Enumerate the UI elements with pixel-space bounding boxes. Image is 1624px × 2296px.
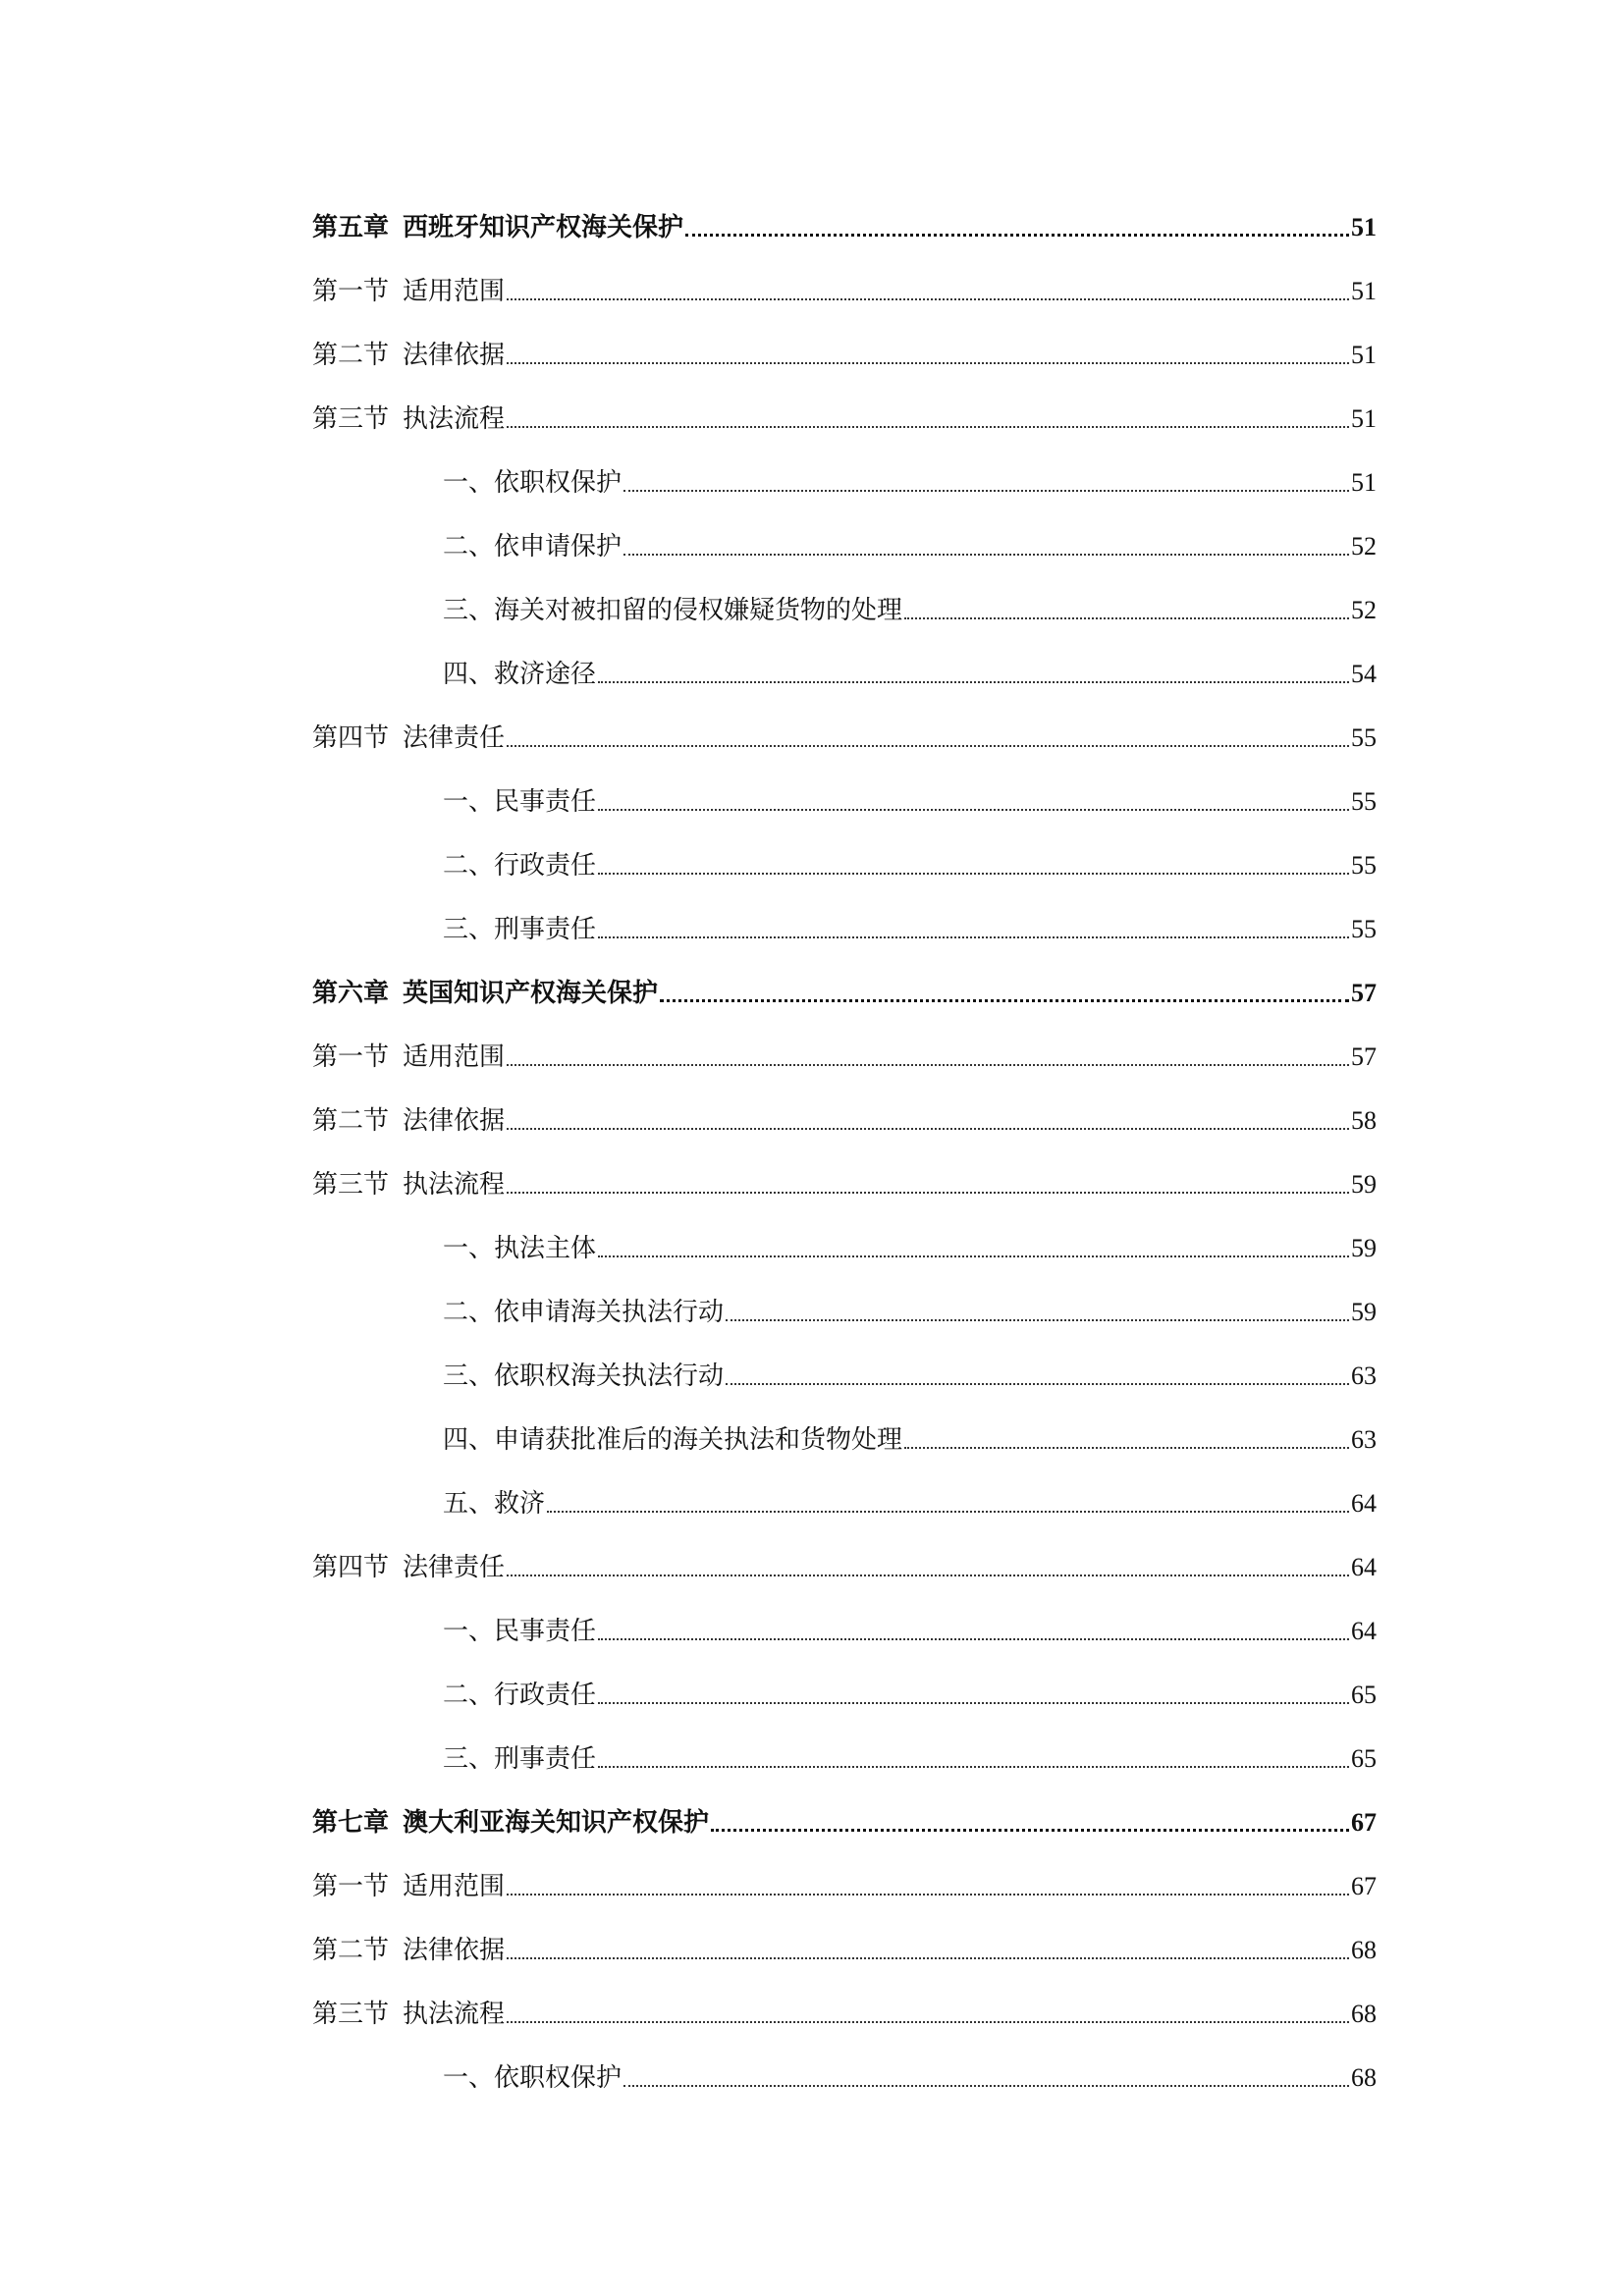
toc-entry-line xyxy=(312,1934,1377,1967)
toc-entry-number: 第一节 xyxy=(312,1872,390,1901)
toc-entry-number: 第二节 xyxy=(312,1106,390,1136)
toc-entry-number: 第二节 xyxy=(312,1936,390,1965)
toc-entry-line xyxy=(312,1041,1377,1074)
toc-dot-leader xyxy=(598,809,1349,811)
table-of-contents xyxy=(0,190,1624,2105)
toc-entry-title xyxy=(443,594,902,627)
toc-entry-number: 第三节 xyxy=(312,2000,390,2029)
toc-page-number: 63 xyxy=(1351,1362,1377,1390)
toc-page-number: 51 xyxy=(1351,277,1377,305)
toc-page-number: 59 xyxy=(1351,1298,1377,1326)
toc-entry-text: 二、行政责任 xyxy=(443,851,597,881)
toc-dot-leader xyxy=(507,1575,1349,1576)
toc-entry-line xyxy=(312,1551,1377,1584)
toc-dot-leader xyxy=(507,1957,1349,1959)
toc-entry-number: 第五章 xyxy=(312,213,390,242)
toc-entry-line xyxy=(312,1998,1377,2031)
toc-entry-line xyxy=(443,1296,1377,1329)
toc-entry-text: 一、民事责任 xyxy=(443,787,597,817)
toc-entry-number: 第一节 xyxy=(312,1042,390,1072)
toc-entry-item[interactable] xyxy=(0,509,1624,573)
toc-entry-line xyxy=(443,913,1377,946)
toc-entry-title xyxy=(443,1679,596,1712)
toc-entry-title xyxy=(312,1998,505,2031)
toc-dot-leader xyxy=(598,681,1349,683)
toc-dot-leader xyxy=(904,617,1349,619)
toc-entry-number: 第一节 xyxy=(312,277,390,306)
toc-entry-text: 澳大利亚海关知识产权保护 xyxy=(403,1808,710,1838)
toc-dot-leader xyxy=(685,234,1349,237)
toc-entry-item[interactable] xyxy=(0,1722,1624,1786)
toc-page-number: 57 xyxy=(1351,979,1377,1007)
toc-entry-text: 三、刑事责任 xyxy=(443,915,597,944)
toc-entry-text: 适用范围 xyxy=(403,277,506,306)
toc-page-number: 51 xyxy=(1351,213,1377,241)
toc-entry-title xyxy=(312,211,683,244)
toc-dot-leader xyxy=(507,745,1349,747)
toc-entry-line xyxy=(443,530,1377,563)
toc-entry-title xyxy=(443,1615,596,1648)
toc-entry-item[interactable] xyxy=(0,637,1624,701)
toc-entry-title xyxy=(443,913,596,946)
toc-page-number: 51 xyxy=(1351,468,1377,497)
toc-entry-title xyxy=(443,1360,724,1393)
toc-entry-title xyxy=(443,1296,724,1329)
toc-entry-line xyxy=(312,721,1377,755)
toc-page-number: 55 xyxy=(1351,915,1377,943)
toc-page-number: 52 xyxy=(1351,532,1377,561)
toc-entry-section[interactable] xyxy=(0,254,1624,318)
toc-dot-leader xyxy=(598,873,1349,875)
toc-entry-item[interactable] xyxy=(0,1658,1624,1722)
toc-dot-leader xyxy=(598,1702,1349,1704)
toc-entry-text: 一、执法主体 xyxy=(443,1234,597,1263)
toc-dot-leader xyxy=(660,999,1349,1002)
toc-entry-line xyxy=(443,594,1377,627)
toc-entry-section[interactable] xyxy=(0,1977,1624,2041)
toc-page-number: 64 xyxy=(1351,1489,1377,1518)
toc-entry-line xyxy=(312,402,1377,436)
toc-entry-item[interactable] xyxy=(0,892,1624,956)
toc-entry-number: 第二节 xyxy=(312,341,390,370)
toc-entry-text: 西班牙知识产权海关保护 xyxy=(403,213,684,242)
toc-entry-title xyxy=(312,402,505,436)
toc-dot-leader xyxy=(726,1319,1349,1321)
toc-entry-item[interactable] xyxy=(0,1211,1624,1275)
toc-entry-number: 第三节 xyxy=(312,404,390,434)
toc-entry-title xyxy=(312,339,505,372)
toc-entry-line xyxy=(312,1104,1377,1138)
toc-entry-section[interactable] xyxy=(0,1084,1624,1148)
toc-entry-item[interactable] xyxy=(0,1339,1624,1403)
toc-dot-leader xyxy=(507,362,1349,364)
toc-entry-title xyxy=(312,1551,505,1584)
toc-entry-line xyxy=(443,849,1377,882)
toc-entry-chapter[interactable] xyxy=(0,190,1624,254)
toc-page-number: 55 xyxy=(1351,723,1377,752)
toc-entry-title xyxy=(443,785,596,819)
toc-entry-section[interactable] xyxy=(0,318,1624,382)
toc-page-number: 55 xyxy=(1351,787,1377,816)
toc-page-number: 67 xyxy=(1351,1808,1377,1837)
toc-page-number: 68 xyxy=(1351,2000,1377,2028)
toc-entry-title xyxy=(443,466,622,500)
toc-page-number: 64 xyxy=(1351,1553,1377,1581)
toc-entry-text: 三、依职权海关执法行动 xyxy=(443,1362,725,1391)
toc-entry-item[interactable] xyxy=(0,1275,1624,1339)
toc-entry-title xyxy=(443,1742,596,1776)
toc-page-number: 59 xyxy=(1351,1170,1377,1199)
toc-entry-text: 二、行政责任 xyxy=(443,1681,597,1710)
toc-entry-text: 法律依据 xyxy=(403,1106,506,1136)
toc-entry-title xyxy=(312,1870,505,1903)
toc-entry-line xyxy=(312,275,1377,308)
toc-entry-text: 二、依申请海关执法行动 xyxy=(443,1298,725,1327)
toc-entry-item[interactable] xyxy=(0,446,1624,509)
toc-page-number: 58 xyxy=(1351,1106,1377,1135)
toc-entry-line xyxy=(443,1679,1377,1712)
toc-page-number: 52 xyxy=(1351,596,1377,624)
toc-entry-text: 四、救济途径 xyxy=(443,660,597,689)
toc-entry-line xyxy=(312,1806,1377,1840)
toc-entry-text: 一、民事责任 xyxy=(443,1617,597,1646)
toc-entry-text: 法律依据 xyxy=(403,1936,506,1965)
toc-dot-leader xyxy=(598,1766,1349,1768)
toc-entry-line xyxy=(312,1870,1377,1903)
toc-entry-line xyxy=(443,1232,1377,1265)
toc-entry-text: 执法流程 xyxy=(403,2000,506,2029)
toc-entry-title xyxy=(443,1232,596,1265)
toc-entry-section[interactable] xyxy=(0,1530,1624,1594)
toc-entry-title xyxy=(312,1934,505,1967)
toc-dot-leader xyxy=(507,1128,1349,1130)
toc-entry-title xyxy=(312,275,505,308)
toc-entry-title xyxy=(443,1423,902,1457)
toc-entry-title xyxy=(312,721,505,755)
toc-entry-text: 执法流程 xyxy=(403,404,506,434)
toc-entry-section[interactable] xyxy=(0,382,1624,446)
toc-entry-line xyxy=(443,1615,1377,1648)
toc-entry-text: 适用范围 xyxy=(403,1872,506,1901)
toc-entry-text: 法律责任 xyxy=(403,723,506,753)
toc-entry-title xyxy=(312,977,658,1010)
toc-dot-leader xyxy=(711,1829,1349,1832)
toc-entry-number: 第三节 xyxy=(312,1170,390,1200)
toc-entry-number: 第六章 xyxy=(312,979,390,1008)
toc-entry-line xyxy=(443,1360,1377,1393)
toc-entry-chapter[interactable] xyxy=(0,956,1624,1020)
toc-entry-line xyxy=(443,1423,1377,1457)
toc-page-number: 68 xyxy=(1351,2063,1377,2092)
toc-dot-leader xyxy=(507,1064,1349,1066)
toc-dot-leader xyxy=(507,2021,1349,2023)
toc-entry-text: 四、申请获批准后的海关执法和货物处理 xyxy=(443,1425,903,1455)
toc-dot-leader xyxy=(507,426,1349,428)
toc-entry-line xyxy=(443,1487,1377,1521)
toc-dot-leader xyxy=(507,1192,1349,1194)
toc-entry-title xyxy=(312,1104,505,1138)
toc-dot-leader xyxy=(507,1894,1349,1896)
toc-page-number: 59 xyxy=(1351,1234,1377,1262)
toc-entry-title xyxy=(312,1806,709,1840)
toc-entry-text: 法律责任 xyxy=(403,1553,506,1582)
toc-entry-title xyxy=(312,1041,505,1074)
toc-entry-line xyxy=(443,658,1377,691)
toc-entry-number: 第四节 xyxy=(312,1553,390,1582)
toc-entry-text: 三、海关对被扣留的侵权嫌疑货物的处理 xyxy=(443,596,903,625)
toc-entry-line xyxy=(443,466,1377,500)
toc-entry-line xyxy=(443,2061,1377,2095)
toc-entry-item[interactable] xyxy=(0,1467,1624,1530)
toc-entry-text: 英国知识产权海关保护 xyxy=(403,979,659,1008)
toc-entry-number: 第七章 xyxy=(312,1808,390,1838)
toc-dot-leader xyxy=(598,1255,1349,1257)
toc-entry-section[interactable] xyxy=(0,1849,1624,1913)
toc-entry-section[interactable] xyxy=(0,1020,1624,1084)
toc-dot-leader xyxy=(507,298,1349,300)
toc-entry-chapter[interactable] xyxy=(0,1786,1624,1849)
toc-dot-leader xyxy=(547,1511,1349,1513)
toc-entry-text: 适用范围 xyxy=(403,1042,506,1072)
toc-dot-leader xyxy=(598,1638,1349,1640)
toc-page-number: 63 xyxy=(1351,1425,1377,1454)
toc-entry-item[interactable] xyxy=(0,573,1624,637)
toc-page-number: 54 xyxy=(1351,660,1377,688)
toc-entry-line xyxy=(312,339,1377,372)
toc-entry-item[interactable] xyxy=(0,765,1624,828)
toc-entry-line xyxy=(443,785,1377,819)
toc-entry-item[interactable] xyxy=(0,1403,1624,1467)
toc-entry-text: 一、依职权保护 xyxy=(443,2063,623,2093)
toc-entry-text: 执法流程 xyxy=(403,1170,506,1200)
toc-dot-leader xyxy=(598,936,1349,938)
toc-entry-line xyxy=(312,977,1377,1010)
toc-page-number: 64 xyxy=(1351,1617,1377,1645)
toc-page-number: 55 xyxy=(1351,851,1377,880)
toc-entry-text: 三、刑事责任 xyxy=(443,1744,597,1774)
toc-dot-leader xyxy=(623,490,1349,492)
toc-entry-line xyxy=(443,1742,1377,1776)
toc-entry-line xyxy=(312,1168,1377,1201)
toc-entry-title xyxy=(312,1168,505,1201)
toc-dot-leader xyxy=(623,2085,1349,2087)
toc-entry-section[interactable] xyxy=(0,1913,1624,1977)
toc-page-number: 65 xyxy=(1351,1681,1377,1709)
toc-dot-leader xyxy=(726,1383,1349,1385)
toc-page-number: 67 xyxy=(1351,1872,1377,1900)
toc-page-number: 51 xyxy=(1351,341,1377,369)
toc-entry-section[interactable] xyxy=(0,1148,1624,1211)
toc-page-number: 51 xyxy=(1351,404,1377,433)
toc-entry-text: 二、依申请保护 xyxy=(443,532,623,561)
toc-entry-section[interactable] xyxy=(0,701,1624,765)
toc-dot-leader xyxy=(623,554,1349,556)
toc-entry-item[interactable] xyxy=(0,2041,1624,2105)
toc-entry-title xyxy=(443,530,622,563)
toc-entry-text: 五、救济 xyxy=(443,1489,546,1519)
toc-entry-text: 一、依职权保护 xyxy=(443,468,623,498)
toc-page-number: 65 xyxy=(1351,1744,1377,1773)
toc-entry-title xyxy=(443,1487,545,1521)
toc-entry-item[interactable] xyxy=(0,828,1624,892)
toc-entry-number: 第四节 xyxy=(312,723,390,753)
toc-entry-line xyxy=(312,211,1377,244)
toc-entry-item[interactable] xyxy=(0,1594,1624,1658)
toc-entry-title xyxy=(443,658,596,691)
toc-entry-text: 法律依据 xyxy=(403,341,506,370)
toc-page-number: 57 xyxy=(1351,1042,1377,1071)
toc-entry-title xyxy=(443,849,596,882)
toc-page-number: 68 xyxy=(1351,1936,1377,1964)
toc-entry-title xyxy=(443,2061,622,2095)
toc-dot-leader xyxy=(904,1447,1349,1449)
